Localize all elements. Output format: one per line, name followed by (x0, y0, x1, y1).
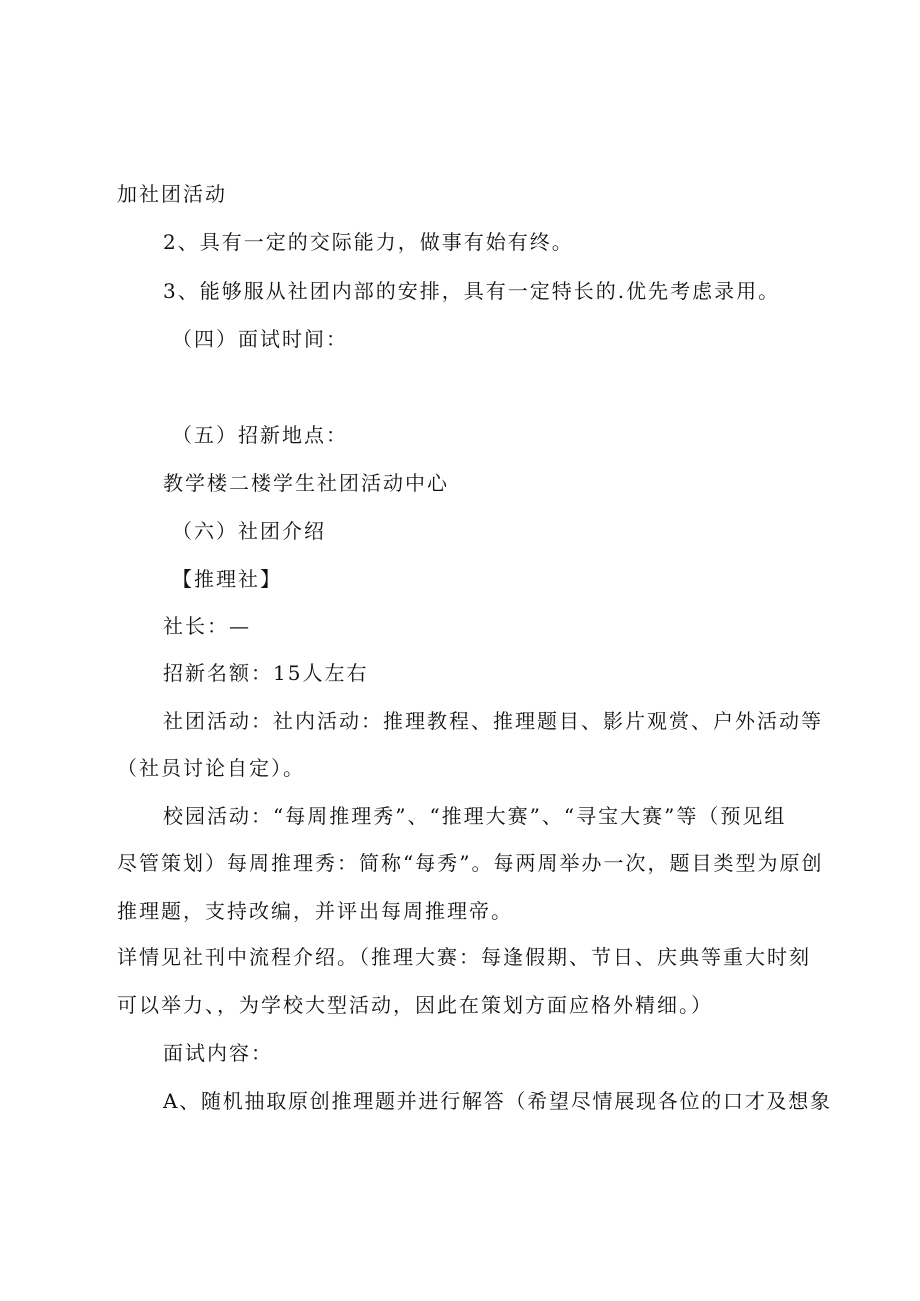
text-line-19: A、随机抽取原创推理题并进行解答（希望尽情展现各位的口才及想象 (163, 1089, 832, 1113)
text-line-3: 3、能够服从社团内部的安排，具有一定特长的.优先考虑录用。 (163, 279, 781, 303)
text-line-1: 加社团活动 (117, 182, 227, 206)
text-line-13: 校园活动：“每周推理秀”、“推理大赛”、“寻宝大赛”等（预见组 (163, 804, 787, 828)
text-line-5: （五）招新地点： (172, 423, 348, 447)
text-line-10: 招新名额：15人左右 (163, 661, 369, 685)
text-line-2: 2、具有一定的交际能力，做事有始有终。 (163, 230, 574, 254)
text-line-11: 社团活动：社内活动：推理教程、推理题目、影片观赏、户外活动等 (163, 709, 823, 733)
text-line-17: 可以举力、，为学校大型活动，因此在策划方面应格外精细。） (117, 993, 713, 1017)
text-line-15: 推理题，支持改编，并评出每周推理帝。 (117, 899, 513, 923)
text-line-18: 面试内容： (163, 1041, 273, 1065)
text-line-16: 详情见社刊中流程介绍。（推理大赛：每逢假期、节日、庆典等重大时刻 (117, 945, 811, 969)
text-line-8: 【推理社】 (172, 567, 282, 591)
text-line-9: 社长：— (163, 614, 251, 638)
text-line-4: （四）面试时间： (172, 327, 348, 351)
text-line-6: 教学楼二楼学生社团活动中心 (163, 471, 449, 495)
text-line-12: （社员讨论自定）。 (117, 756, 305, 780)
text-line-7: （六）社团介绍 (172, 519, 326, 543)
text-line-14: 尽管策划）每周推理秀：简称“每秀”。每两周举办一次，题目类型为原创 (117, 851, 824, 875)
